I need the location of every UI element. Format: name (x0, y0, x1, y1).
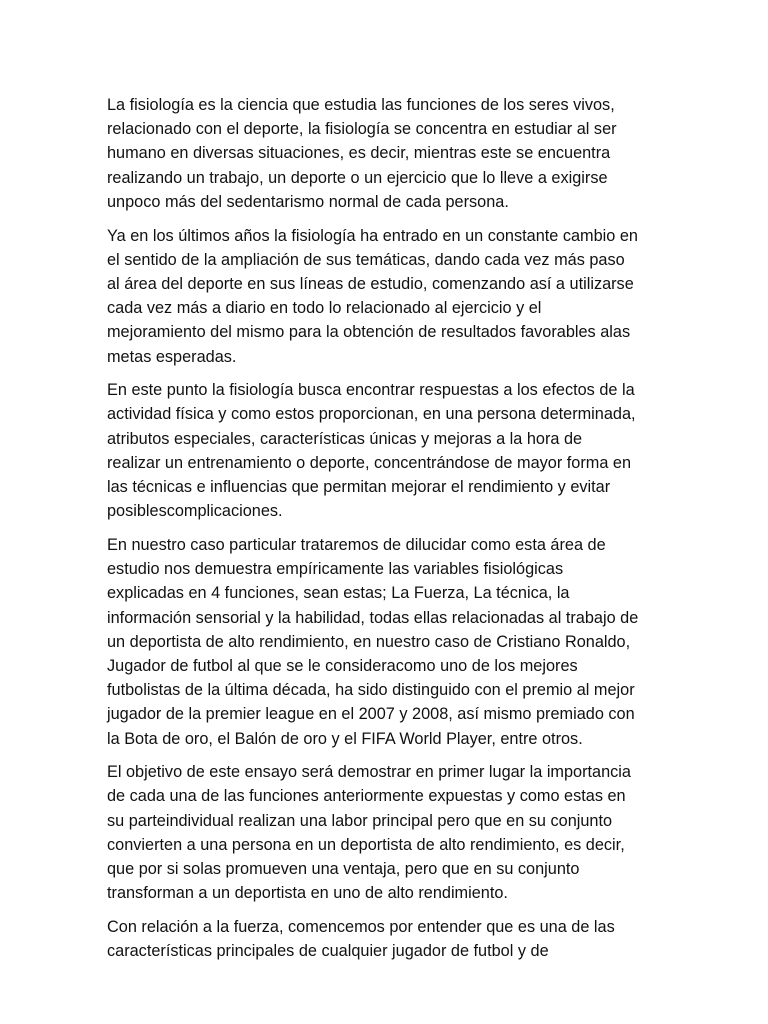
paragraph-recent-years: Ya en los últimos años la fisiología ha entrado en un constante cambio en el sentido de la ampliación de sus temáticas, dando cada vez más paso al área del deporte en sus líneas de estudio, comenzando así a utilizarse cada vez más a diario en todo lo relacionado al ejercicio y el mejoramiento del mismo para la obtención de resultados favorables alas metas esperadas. (107, 226, 638, 366)
document-body (107, 93, 667, 973)
paragraph-case-study: En nuestro caso particular trataremos de dilucidar como esta área de estudio nos demuestra empíricamente las variables fisiológicas explicadas en 4 funciones, sean estas; La Fuerza, La técnica, la información sensorial y la habilidad, todas ellas relacionadas al trabajo de un deportista de alto rendimiento, en nuestro caso de Cristiano Ronaldo, Jugador de futbol al que se le consideracomo uno de los mejores futbolistas de la última década, ha sido distinguido con el premio al mejor jugador de la premier league en el 2007 y 2008, así mismo premiado con la Bota de oro, el Balón de oro y el FIFA World Player, entre otros. (107, 535, 639, 748)
paragraph-essay-objective: El objetivo de este ensayo será demostrar en primer lugar la importancia de cada una de las funciones anteriormente expuestas y como estas en su parteindividual realizan una labor principal pero que en su conjunto convierten a una persona en un deportista de alto rendimiento, es decir, que por si solas promueven una ventaja, pero que en su conjunto transforman a un deportista en uno de alto rendimiento. (107, 763, 631, 903)
paragraph-physiology-goal: En este punto la fisiología busca encontrar respuestas a los efectos de la actividad física y como estos proporcionan, en una persona determinada, atributos especiales, características únicas y mejoras a la hora de realizar un entrenamiento o deporte, concentrándose de mayor forma en las técnicas e influencias que permitan mejorar el rendimiento y evitar posiblescomplicaciones. (107, 381, 636, 521)
paragraph-strength: Con relación a la fuerza, comencemos por entender que es una de las características principales de cualquier jugador de futbol y de (107, 918, 615, 961)
paragraph-intro: La fisiología es la ciencia que estudia las funciones de los seres vivos, relacionado con el deporte, la fisiología se concentra en estudiar al ser humano en diversas situaciones, es decir, mientras este se encuentra realizando un trabajo, un deporte o un ejercicio que lo lleve a exigirse unpoco más del sedentarismo normal de cada persona. (107, 96, 617, 211)
